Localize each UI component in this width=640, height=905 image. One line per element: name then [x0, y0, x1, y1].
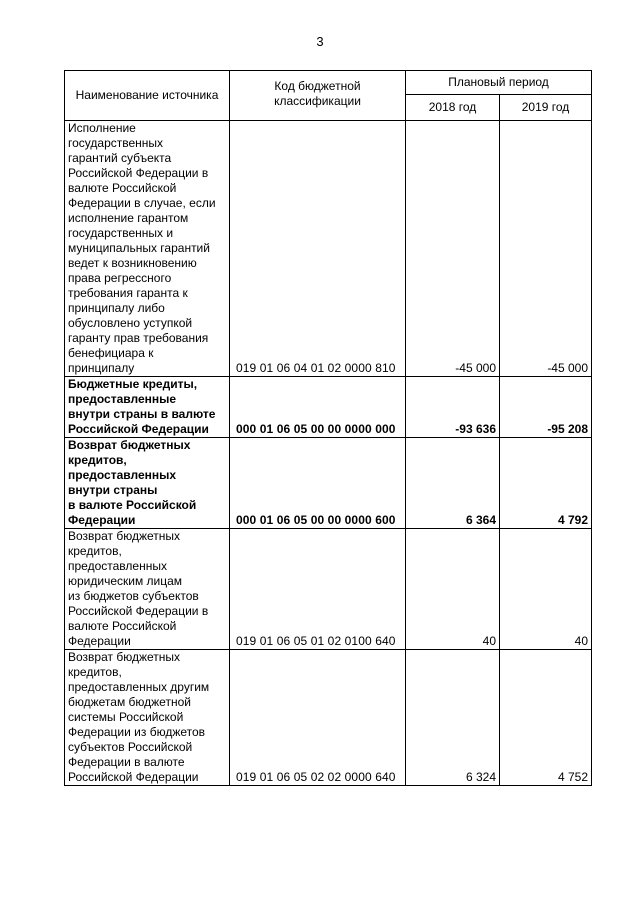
budget-code-cell: 000 01 06 05 00 00 0000 000	[230, 377, 406, 438]
value-2018-cell: 40	[406, 529, 500, 650]
page-number: 3	[316, 34, 324, 49]
header-budget-code: Код бюджетной классификации	[230, 71, 406, 121]
source-name-cell: Исполнение государственных гарантий субъекта Российской Федерации в валюте Российской Федерации в случае, если исполнение гарантом государственных и муниципальных гарантий ведет к возникновению права регрессного требования гаранта к принципалу либо обусловлено уступкой гаранту прав требования бенефициара к принципалу	[65, 121, 230, 377]
value-2018-cell: 6 324	[406, 650, 500, 786]
table-row	[65, 438, 592, 529]
header-source-name: Наименование источника	[65, 71, 230, 121]
header-planning-period: Плановый период	[406, 71, 592, 95]
source-name-cell: Возврат бюджетных кредитов, предоставленных другим бюджетам бюджетной системы Российской Федерации из бюджетов субъектов Российской Федерации в валюте Российской Федерации	[65, 650, 230, 786]
value-2019-cell: 40	[500, 529, 592, 650]
budget-code-cell: 019 01 06 04 01 02 0000 810	[230, 121, 406, 377]
value-2018-cell: -45 000	[406, 121, 500, 377]
value-2019-cell: -45 000	[500, 121, 592, 377]
table-row	[65, 529, 592, 650]
table-row	[65, 121, 592, 377]
source-name-cell: Бюджетные кредиты, предоставленные внутри страны в валюте Российской Федерации	[65, 377, 230, 438]
header-year-2018: 2018 год	[406, 95, 500, 121]
source-name-cell: Возврат бюджетных кредитов, предоставленных внутри страны в валюте Российской Федерации	[65, 438, 230, 529]
value-2019-cell: -95 208	[500, 377, 592, 438]
budget-code-cell: 019 01 06 05 01 02 0100 640	[230, 529, 406, 650]
value-2019-cell: 4 752	[500, 650, 592, 786]
table-row	[65, 650, 592, 786]
table-row	[65, 377, 592, 438]
value-2019-cell: 4 792	[500, 438, 592, 529]
value-2018-cell: -93 636	[406, 377, 500, 438]
budget-sources-table	[64, 70, 592, 786]
source-name-cell: Возврат бюджетных кредитов, предоставленных юридическим лицам из бюджетов субъектов Российской Федерации в валюте Российской Федерации	[65, 529, 230, 650]
budget-code-cell: 000 01 06 05 00 00 0000 600	[230, 438, 406, 529]
value-2018-cell: 6 364	[406, 438, 500, 529]
header-year-2019: 2019 год	[500, 95, 592, 121]
budget-code-cell: 019 01 06 05 02 02 0000 640	[230, 650, 406, 786]
